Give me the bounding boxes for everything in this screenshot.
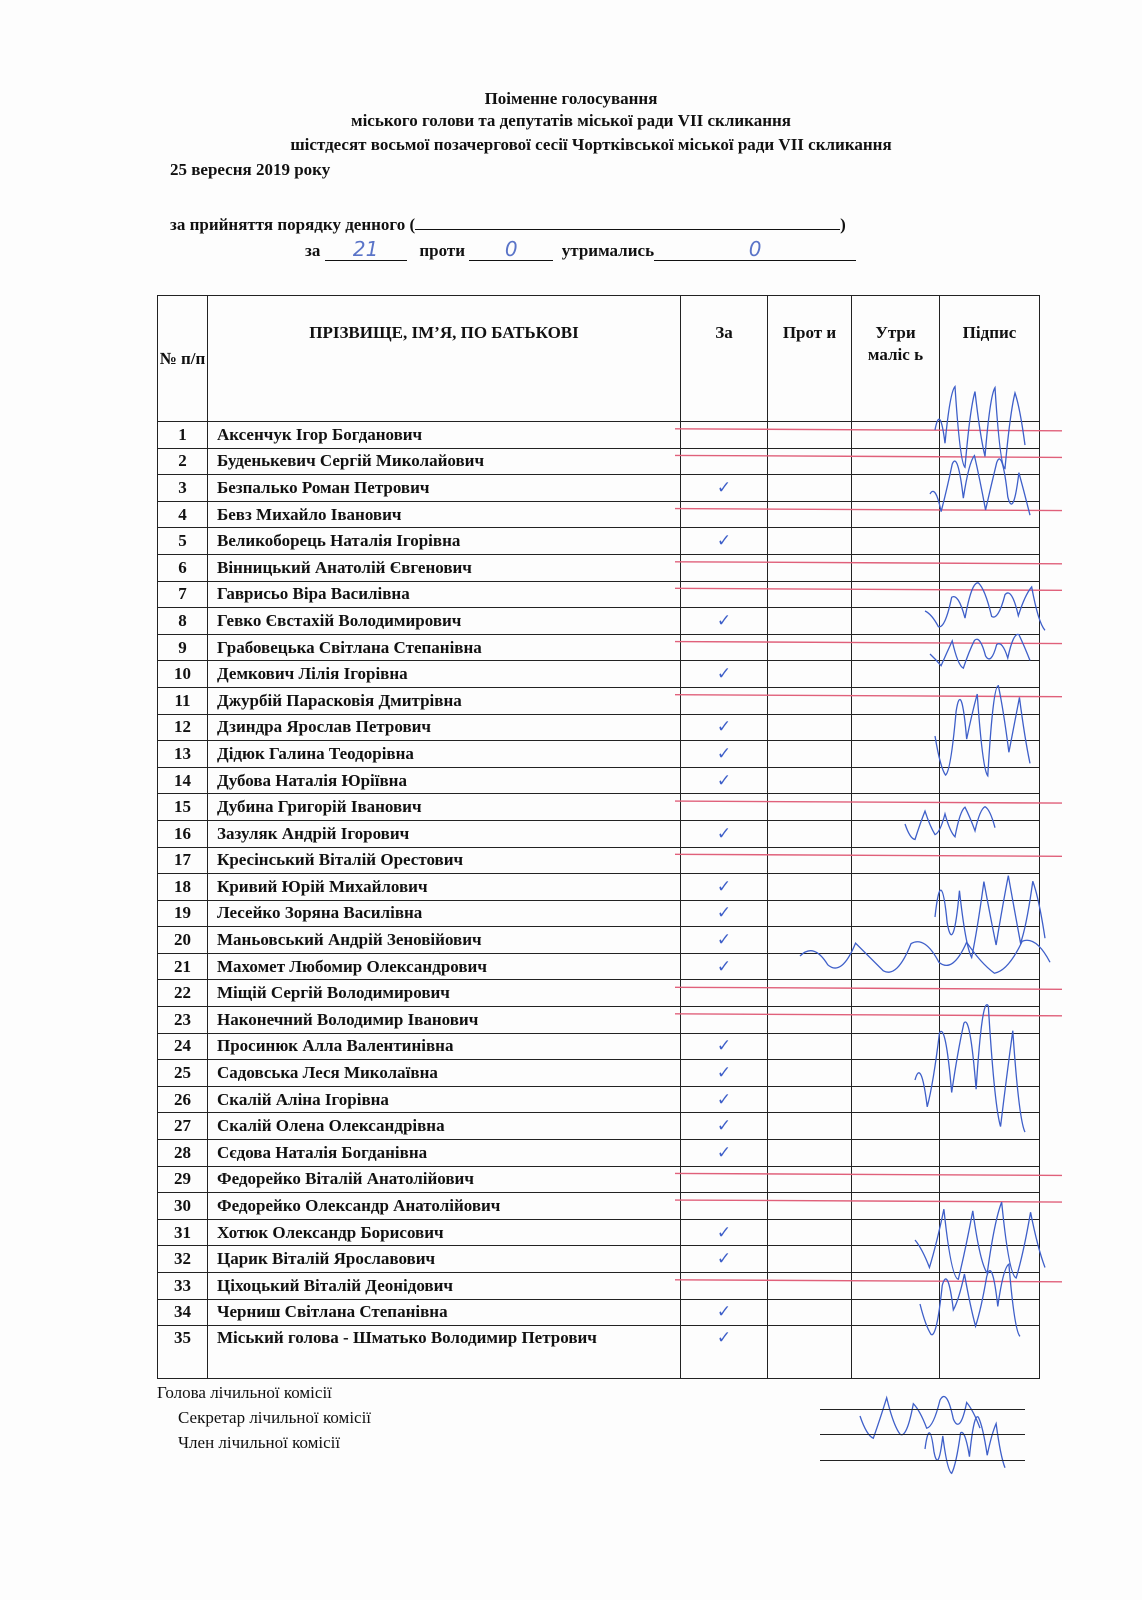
vote-za-cell <box>681 501 768 528</box>
vote-utr-cell <box>852 1326 940 1379</box>
vote-za-cell: ✓ <box>681 900 768 927</box>
row-number: 33 <box>158 1273 208 1300</box>
vote-utr-cell <box>852 1086 940 1113</box>
row-number: 19 <box>158 900 208 927</box>
vote-za-cell: ✓ <box>681 528 768 555</box>
signature-cell <box>940 794 1040 821</box>
deputy-name: Дзиндра Ярослав Петрович <box>208 714 681 741</box>
vote-proty-cell <box>768 1007 852 1034</box>
vote-tally <box>305 237 856 261</box>
vote-za-cell: ✓ <box>681 1060 768 1087</box>
vote-proty-cell <box>768 767 852 794</box>
row-number: 11 <box>158 687 208 714</box>
vote-proty-cell <box>768 528 852 555</box>
deputy-name: Міщій Сергій Володимирович <box>208 980 681 1007</box>
tally-utr-value: 0 <box>654 240 856 261</box>
signature-cell <box>940 900 1040 927</box>
header-utr: Утри маліс ь <box>852 296 940 422</box>
table-row <box>158 608 1040 635</box>
deputy-name: Буденькевич Сергій Миколайович <box>208 448 681 475</box>
vote-za-cell <box>681 634 768 661</box>
vote-utr-cell <box>852 581 940 608</box>
row-number: 10 <box>158 661 208 688</box>
signature-cell <box>940 714 1040 741</box>
vote-utr-cell <box>852 1140 940 1167</box>
row-number: 23 <box>158 1007 208 1034</box>
vote-proty-cell <box>768 581 852 608</box>
deputy-name: Царик Віталій Ярославович <box>208 1246 681 1273</box>
deputy-name: Джурбій Парасковія Дмитрівна <box>208 687 681 714</box>
vote-utr-cell <box>852 1060 940 1087</box>
vote-utr-cell <box>852 714 940 741</box>
vote-utr-cell <box>852 528 940 555</box>
deputy-name: Бевз Михайло Іванович <box>208 501 681 528</box>
session-title: шістдесят восьмої позачергової сесії Чортківської міської ради VІІ скликання <box>290 135 892 154</box>
vote-za-cell: ✓ <box>681 1219 768 1246</box>
vote-proty-cell <box>768 554 852 581</box>
row-number: 25 <box>158 1060 208 1087</box>
vote-za-cell <box>681 448 768 475</box>
vote-za-cell: ✓ <box>681 1033 768 1060</box>
vote-proty-cell <box>768 661 852 688</box>
signature-cell <box>940 1326 1040 1379</box>
row-number: 3 <box>158 475 208 502</box>
table-row <box>158 741 1040 768</box>
vote-proty-cell <box>768 794 852 821</box>
vote-proty-cell <box>768 1246 852 1273</box>
commission-secretary-label: Секретар лічильної комісії <box>178 1408 372 1427</box>
vote-za-cell: ✓ <box>681 1326 768 1379</box>
signature-cell <box>940 501 1040 528</box>
vote-utr-cell <box>852 927 940 954</box>
vote-utr-cell <box>852 847 940 874</box>
table-row <box>158 794 1040 821</box>
table-row <box>158 767 1040 794</box>
vote-utr-cell <box>852 1246 940 1273</box>
deputy-name: Скалій Олена Олександрівна <box>208 1113 681 1140</box>
deputy-name: Просинюк Алла Валентинівна <box>208 1033 681 1060</box>
vote-za-cell <box>681 1273 768 1300</box>
vote-proty-cell <box>768 1033 852 1060</box>
signature-cell <box>940 475 1040 502</box>
table-row <box>158 422 1040 449</box>
table-row <box>158 1086 1040 1113</box>
header-num: № п/п <box>158 296 208 422</box>
vote-za-cell: ✓ <box>681 714 768 741</box>
deputy-name: Демкович Лілія Ігорівна <box>208 661 681 688</box>
vote-utr-cell <box>852 953 940 980</box>
vote-za-cell <box>681 847 768 874</box>
vote-proty-cell <box>768 475 852 502</box>
deputy-name: Махомет Любомир Олександрович <box>208 953 681 980</box>
vote-proty-cell <box>768 874 852 901</box>
vote-za-cell <box>681 1193 768 1220</box>
deputy-name: Наконечний Володимир Іванович <box>208 1007 681 1034</box>
deputy-name: Гаврисьо Віра Василівна <box>208 581 681 608</box>
vote-proty-cell <box>768 634 852 661</box>
deputy-name: Вінницький Анатолій Євгенович <box>208 554 681 581</box>
table-row <box>158 1246 1040 1273</box>
signature-cell <box>940 1007 1040 1034</box>
vote-proty-cell <box>768 714 852 741</box>
row-number: 9 <box>158 634 208 661</box>
vote-proty-cell <box>768 1299 852 1326</box>
signature-cell <box>940 1193 1040 1220</box>
deputy-name: Міський голова - Шматько Володимир Петрович <box>208 1326 681 1379</box>
agenda-close: ) <box>840 215 846 234</box>
vote-utr-cell <box>852 501 940 528</box>
deputy-name: Зазуляк Андрій Ігорович <box>208 820 681 847</box>
agenda-label: за прийняття порядку денного ( <box>170 215 416 234</box>
row-number: 34 <box>158 1299 208 1326</box>
header-name: ПРІЗВИЩЕ, ІМ’Я, ПО БАТЬКОВІ <box>208 296 681 422</box>
row-number: 17 <box>158 847 208 874</box>
signature-cell <box>940 1060 1040 1087</box>
row-number: 30 <box>158 1193 208 1220</box>
handwritten-signature <box>925 1417 1005 1474</box>
table-row <box>158 1033 1040 1060</box>
table-header-row <box>158 296 1040 422</box>
signature-cell <box>940 847 1040 874</box>
tally-za-label: за <box>305 241 321 260</box>
table-row <box>158 581 1040 608</box>
vote-utr-cell <box>852 820 940 847</box>
header-proty: Прот и <box>768 296 852 422</box>
vote-proty-cell <box>768 1060 852 1087</box>
row-number: 2 <box>158 448 208 475</box>
row-number: 14 <box>158 767 208 794</box>
row-number: 31 <box>158 1219 208 1246</box>
deputy-name: Грабовецька Світлана Степанівна <box>208 634 681 661</box>
secretary-signature-line <box>820 1434 1025 1435</box>
table-row <box>158 847 1040 874</box>
row-number: 15 <box>158 794 208 821</box>
tally-proty-value: 0 <box>469 240 553 261</box>
signature-cell <box>940 1113 1040 1140</box>
vote-utr-cell <box>852 1299 940 1326</box>
vote-za-cell <box>681 794 768 821</box>
member-signature-line <box>820 1460 1025 1461</box>
table-row <box>158 1193 1040 1220</box>
table-row <box>158 1326 1040 1379</box>
vote-proty-cell <box>768 687 852 714</box>
vote-za-cell: ✓ <box>681 741 768 768</box>
vote-za-cell <box>681 687 768 714</box>
row-number: 20 <box>158 927 208 954</box>
vote-utr-cell <box>852 980 940 1007</box>
signature-cell <box>940 820 1040 847</box>
signature-cell <box>940 1219 1040 1246</box>
tally-proty-label: проти <box>419 241 466 260</box>
table-row <box>158 1007 1040 1034</box>
vote-za-cell <box>681 554 768 581</box>
row-number: 27 <box>158 1113 208 1140</box>
vote-proty-cell <box>768 820 852 847</box>
table-row <box>158 554 1040 581</box>
vote-utr-cell <box>852 741 940 768</box>
header-sign: Підпис <box>940 296 1040 422</box>
deputy-name: Маньовський Андрій Зеновійович <box>208 927 681 954</box>
row-number: 28 <box>158 1140 208 1167</box>
vote-za-cell <box>681 1007 768 1034</box>
tally-za-value: 21 <box>325 240 407 261</box>
signature-cell <box>940 1166 1040 1193</box>
row-number: 7 <box>158 581 208 608</box>
head-signature-line <box>820 1409 1025 1410</box>
signature-cell <box>940 528 1040 555</box>
deputy-name: Хотюк Олександр Борисович <box>208 1219 681 1246</box>
signature-cell <box>940 874 1040 901</box>
deputy-name: Кривий Юрій Михайлович <box>208 874 681 901</box>
deputy-name: Садовська Леся Миколаївна <box>208 1060 681 1087</box>
signature-cell <box>940 687 1040 714</box>
deputy-name: Дубина Григорій Іванович <box>208 794 681 821</box>
vote-proty-cell <box>768 1166 852 1193</box>
table-row <box>158 661 1040 688</box>
signature-cell <box>940 422 1040 449</box>
vote-proty-cell <box>768 1219 852 1246</box>
row-number: 35 <box>158 1326 208 1379</box>
row-number: 6 <box>158 554 208 581</box>
vote-utr-cell <box>852 1113 940 1140</box>
tally-utr-label: утримались <box>561 241 655 260</box>
vote-utr-cell <box>852 794 940 821</box>
vote-za-cell: ✓ <box>681 1113 768 1140</box>
vote-proty-cell <box>768 980 852 1007</box>
table-row <box>158 687 1040 714</box>
vote-proty-cell <box>768 422 852 449</box>
vote-proty-cell <box>768 900 852 927</box>
row-number: 4 <box>158 501 208 528</box>
row-number: 26 <box>158 1086 208 1113</box>
row-number: 29 <box>158 1166 208 1193</box>
vote-utr-cell <box>852 554 940 581</box>
vote-za-cell <box>681 980 768 1007</box>
signature-cell <box>940 927 1040 954</box>
table-row <box>158 1219 1040 1246</box>
table-row <box>158 1273 1040 1300</box>
deputy-name: Черниш Світлана Степанівна <box>208 1299 681 1326</box>
vote-utr-cell <box>852 767 940 794</box>
vote-utr-cell <box>852 874 940 901</box>
signature-cell <box>940 1246 1040 1273</box>
row-number: 18 <box>158 874 208 901</box>
deputy-name: Кресінський Віталій Орестович <box>208 847 681 874</box>
signature-cell <box>940 554 1040 581</box>
vote-proty-cell <box>768 1193 852 1220</box>
roll-call-table <box>157 295 1040 1379</box>
deputy-name: Лесейко Зоряна Василівна <box>208 900 681 927</box>
vote-proty-cell <box>768 448 852 475</box>
vote-utr-cell <box>852 1193 940 1220</box>
vote-proty-cell <box>768 847 852 874</box>
table-row <box>158 448 1040 475</box>
vote-proty-cell <box>768 1140 852 1167</box>
signature-cell <box>940 767 1040 794</box>
vote-proty-cell <box>768 1113 852 1140</box>
row-number: 16 <box>158 820 208 847</box>
session-date: 25 вересня 2019 року <box>170 160 331 179</box>
row-number: 12 <box>158 714 208 741</box>
table-row <box>158 501 1040 528</box>
vote-utr-cell <box>852 422 940 449</box>
table-row <box>158 1166 1040 1193</box>
vote-proty-cell <box>768 741 852 768</box>
signature-cell <box>940 608 1040 635</box>
vote-utr-cell <box>852 608 940 635</box>
signature-cell <box>940 953 1040 980</box>
vote-utr-cell <box>852 900 940 927</box>
table-body <box>158 422 1040 1379</box>
deputy-name: Федорейко Віталій Анатолійович <box>208 1166 681 1193</box>
vote-utr-cell <box>852 1166 940 1193</box>
table-row <box>158 1113 1040 1140</box>
document-subtitle: міського голови та депутатів міської ради VІІ скликання <box>351 111 791 130</box>
vote-za-cell: ✓ <box>681 1299 768 1326</box>
table-row <box>158 820 1040 847</box>
signature-cell <box>940 581 1040 608</box>
signature-cell <box>940 1273 1040 1300</box>
handwritten-signature <box>860 1397 980 1439</box>
vote-utr-cell <box>852 687 940 714</box>
deputy-name: Великоборець Наталія Ігорівна <box>208 528 681 555</box>
vote-za-cell: ✓ <box>681 608 768 635</box>
vote-utr-cell <box>852 1033 940 1060</box>
deputy-name: Аксенчук Ігор Богданович <box>208 422 681 449</box>
vote-utr-cell <box>852 475 940 502</box>
vote-proty-cell <box>768 1273 852 1300</box>
row-number: 5 <box>158 528 208 555</box>
signature-cell <box>940 980 1040 1007</box>
vote-utr-cell <box>852 448 940 475</box>
signature-cell <box>940 741 1040 768</box>
vote-za-cell: ✓ <box>681 661 768 688</box>
vote-za-cell: ✓ <box>681 1246 768 1273</box>
vote-za-cell <box>681 1166 768 1193</box>
signature-cell <box>940 661 1040 688</box>
vote-za-cell: ✓ <box>681 475 768 502</box>
vote-za-cell: ✓ <box>681 1086 768 1113</box>
vote-za-cell <box>681 581 768 608</box>
row-number: 22 <box>158 980 208 1007</box>
vote-proty-cell <box>768 501 852 528</box>
signature-cell <box>940 1140 1040 1167</box>
table-row <box>158 874 1040 901</box>
table-row <box>158 927 1040 954</box>
row-number: 13 <box>158 741 208 768</box>
vote-za-cell: ✓ <box>681 927 768 954</box>
deputy-name: Дубова Наталія Юріївна <box>208 767 681 794</box>
vote-proty-cell <box>768 608 852 635</box>
row-number: 8 <box>158 608 208 635</box>
row-number: 1 <box>158 422 208 449</box>
vote-za-cell: ✓ <box>681 953 768 980</box>
vote-utr-cell <box>852 1219 940 1246</box>
row-number: 21 <box>158 953 208 980</box>
commission-member-label: Член лічильної комісії <box>178 1433 341 1452</box>
table-row <box>158 900 1040 927</box>
signature-cell <box>940 448 1040 475</box>
table-row <box>158 528 1040 555</box>
vote-za-cell: ✓ <box>681 820 768 847</box>
table-row <box>158 980 1040 1007</box>
vote-za-cell <box>681 422 768 449</box>
document-title: Поіменне голосування <box>484 89 658 108</box>
row-number: 32 <box>158 1246 208 1273</box>
deputy-name: Гевко Євстахій Володимирович <box>208 608 681 635</box>
agenda-blank <box>415 215 840 230</box>
vote-utr-cell <box>852 1007 940 1034</box>
vote-za-cell: ✓ <box>681 767 768 794</box>
signature-cell <box>940 1086 1040 1113</box>
table-row <box>158 953 1040 980</box>
vote-utr-cell <box>852 661 940 688</box>
vote-proty-cell <box>768 953 852 980</box>
table-row <box>158 475 1040 502</box>
commission-head-label: Голова лічильної комісії <box>157 1383 332 1402</box>
vote-proty-cell <box>768 927 852 954</box>
row-number: 24 <box>158 1033 208 1060</box>
table-row <box>158 1140 1040 1167</box>
signature-cell <box>940 1299 1040 1326</box>
deputy-name: Сєдова Наталія Богданівна <box>208 1140 681 1167</box>
deputy-name: Федорейко Олександр Анатолійович <box>208 1193 681 1220</box>
deputy-name: Безпалько Роман Петрович <box>208 475 681 502</box>
deputy-name: Дідюк Галина Теодорівна <box>208 741 681 768</box>
vote-utr-cell <box>852 1273 940 1300</box>
signature-cell <box>940 634 1040 661</box>
vote-za-cell: ✓ <box>681 1140 768 1167</box>
header-za: За <box>681 296 768 422</box>
deputy-name: Скалій Аліна Ігорівна <box>208 1086 681 1113</box>
vote-proty-cell <box>768 1086 852 1113</box>
signature-cell <box>940 1033 1040 1060</box>
table-row <box>158 1060 1040 1087</box>
vote-utr-cell <box>852 634 940 661</box>
vote-za-cell: ✓ <box>681 874 768 901</box>
vote-proty-cell <box>768 1326 852 1379</box>
table-row <box>158 634 1040 661</box>
deputy-name: Ціхоцький Віталій Деонідович <box>208 1273 681 1300</box>
agenda-line <box>170 215 846 235</box>
table-row <box>158 714 1040 741</box>
table-row <box>158 1299 1040 1326</box>
